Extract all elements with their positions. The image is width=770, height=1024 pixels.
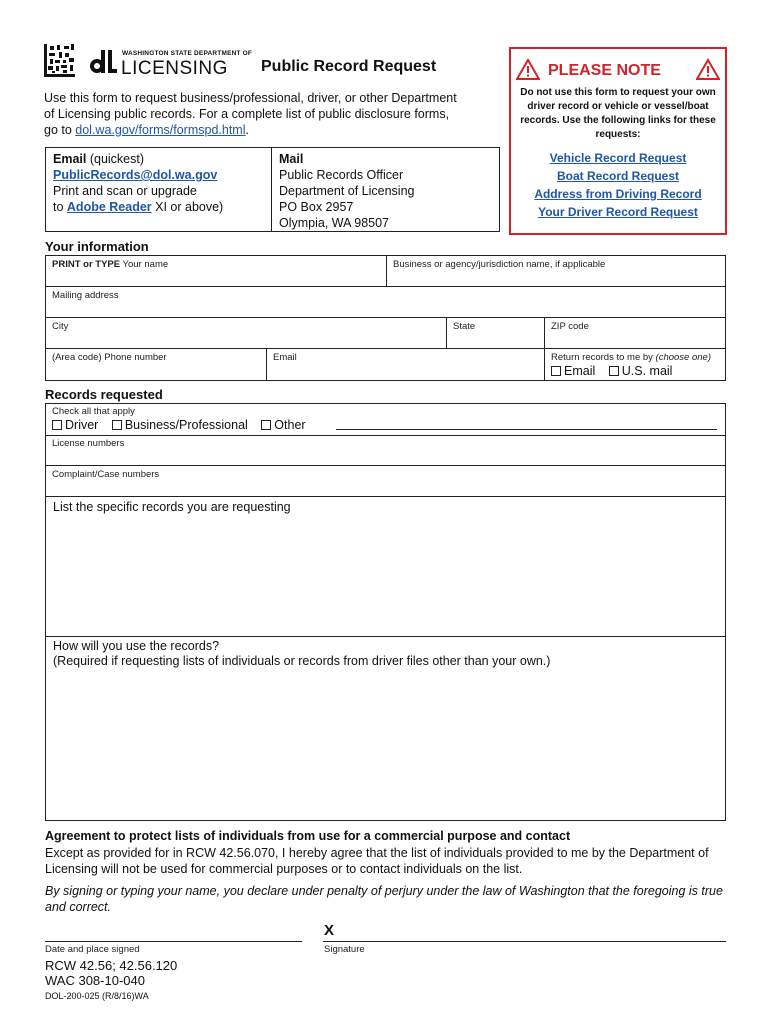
mail-section [279, 151, 415, 231]
mail-line: Public Records Officer [279, 168, 404, 182]
return-mail-label: U.S. mail [621, 364, 673, 378]
boat-record-link[interactable]: Boat Record Request [556, 169, 680, 183]
return-label-note: (choose one) [655, 352, 711, 363]
email-heading-note: (quickest) [86, 152, 145, 166]
records-heading: Records requested [45, 387, 163, 402]
date-signed-label: Date and place signed [45, 944, 140, 955]
email-line4-post: XI or above) [151, 200, 224, 214]
driver-checkbox[interactable] [52, 420, 62, 430]
records-use-label: How will you use the records? [53, 639, 220, 653]
intro-text [44, 90, 464, 138]
name-field[interactable] [52, 259, 168, 270]
driver-record-link[interactable]: Your Driver Record Request [538, 205, 698, 219]
mail-line: Department of Licensing [279, 184, 415, 198]
warning-icon [516, 58, 540, 80]
dept-small-text: WASHINGTON STATE DEPARTMENT OF [122, 50, 253, 57]
name-label-bold: PRINT or TYPE [52, 259, 121, 270]
dept-big-text: LICENSING [121, 58, 228, 79]
zip-field[interactable]: ZIP code [551, 321, 589, 332]
business-checkbox[interactable] [112, 420, 122, 430]
agreement-text: Except as provided for in RCW 42.56.070, I hereby agree that the list of individuals provided to me by the Department of Licensing will not be used for commercial purposes or to contact individuals on the list. [45, 846, 709, 876]
license-numbers-field[interactable]: License numbers [52, 438, 125, 449]
state-field[interactable]: State [453, 321, 476, 332]
qr-code-icon [44, 44, 75, 77]
email-line4-pre: to [53, 200, 67, 214]
other-text-line[interactable] [336, 429, 717, 430]
email-address-link[interactable]: PublicRecords@dol.wa.gov [53, 168, 218, 182]
please-note-body: Do not use this form to request your own driver record or vehicle or vessel/boat records. Use the following links for these requests: [520, 87, 716, 140]
email-field[interactable]: Email [273, 352, 297, 363]
city-field[interactable]: City [52, 321, 69, 332]
name-label: Your name [120, 259, 169, 270]
driver-label: Driver [65, 418, 99, 432]
your-info-heading: Your information [45, 239, 149, 254]
mail-line: PO Box 2957 [279, 200, 354, 214]
other-label: Other [274, 418, 306, 432]
vehicle-record-link[interactable]: Vehicle Record Request [549, 151, 687, 165]
intro-body: Use this form to request business/professional, driver, or other Department of Licensing public records. For a complete list of public disclosure forms, go to [44, 91, 457, 137]
records-use-note: (Required if requesting lists of individuals or records from driver files other than your own.) [53, 654, 551, 668]
business-label: Business/Professional [124, 418, 248, 432]
return-email-checkbox[interactable] [551, 366, 561, 376]
record-type-options [52, 418, 306, 432]
return-label [551, 352, 711, 363]
date-signed-line[interactable] [45, 941, 302, 942]
complaint-numbers-field[interactable]: Complaint/Case numbers [52, 469, 160, 480]
forms-link[interactable]: dol.wa.gov/forms/formspd.html [75, 123, 246, 137]
return-options [551, 364, 672, 378]
perjury-statement: By signing or typing your name, you declare under penalty of perjury under the law of Washington that the foregoing is true and correct. [45, 884, 723, 914]
phone-field[interactable]: (Area code) Phone number [52, 352, 167, 363]
check-all-label: Check all that apply [52, 406, 135, 417]
email-line3: Print and scan or upgrade [53, 184, 197, 198]
other-checkbox[interactable] [261, 420, 271, 430]
specific-records-field[interactable]: List the specific records you are requesting [53, 500, 291, 514]
note-links [512, 149, 724, 221]
records-use-field[interactable] [53, 639, 550, 669]
mail-heading: Mail [279, 152, 304, 166]
mail-line: Olympia, WA 98507 [279, 216, 390, 230]
email-heading: Email [53, 152, 87, 166]
business-field[interactable]: Business or agency/jurisdiction name, if applicable [393, 259, 606, 270]
intro-end: . [245, 123, 249, 137]
signature-label: Signature [324, 944, 365, 955]
adobe-reader-link[interactable]: Adobe Reader [66, 200, 152, 214]
signature-x-mark: X [324, 922, 335, 939]
form-number: DOL-200-025 (R/8/16)WA [45, 991, 149, 1001]
footer-wac: WAC 308-10-040 [45, 973, 145, 988]
please-note-title: PLEASE NOTE [548, 62, 661, 79]
dol-logo-icon [88, 48, 118, 76]
return-mail-checkbox[interactable] [609, 366, 619, 376]
return-label-text: Return records to me by [551, 352, 656, 363]
address-driving-record-link[interactable]: Address from Driving Record [534, 187, 702, 201]
page-title: Public Record Request [261, 58, 437, 75]
signature-line[interactable] [323, 941, 726, 942]
agreement-heading: Agreement to protect lists of individuals from use for a commercial purpose and contact [45, 829, 571, 843]
footer-rcw: RCW 42.56; 42.56.120 [45, 958, 178, 973]
email-section [53, 151, 223, 215]
warning-icon [696, 58, 720, 80]
return-email-label: Email [564, 364, 596, 378]
mailing-address-field[interactable]: Mailing address [52, 290, 119, 301]
